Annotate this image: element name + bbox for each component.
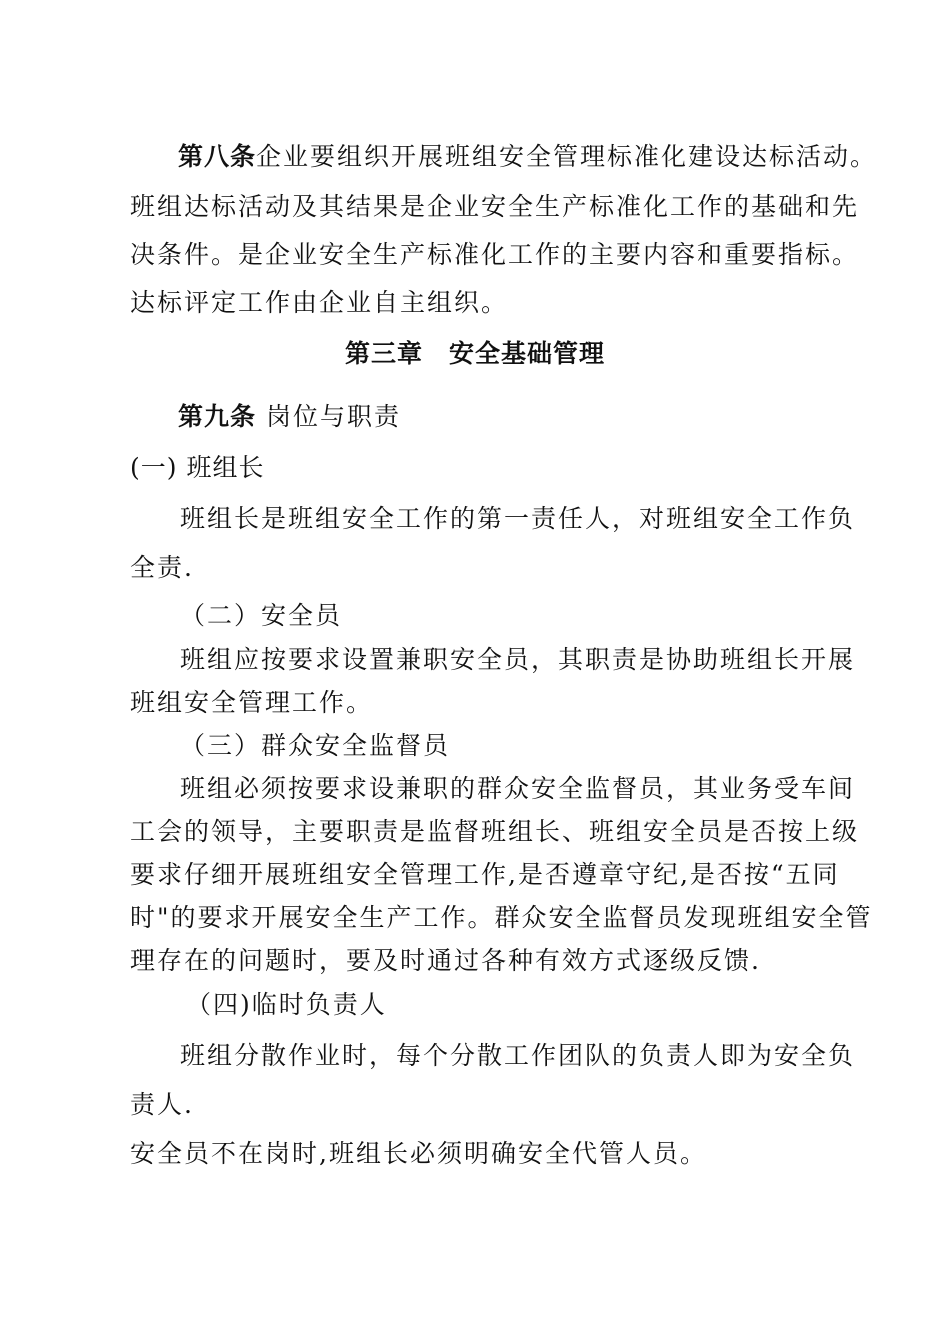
item3-text-5: 理存在的问题时，要及时通过各种有效方式逐级反馈. — [130, 946, 761, 975]
article8-text-4: 达标评定工作由企业自主组织。 — [130, 288, 509, 317]
item4-text-3: 安全员不在岗时,班组长必须明确安全代管人员。 — [130, 1139, 707, 1168]
article8-text-2: 班组达标活动及其结果是企业安全生产标准化工作的基础和先 — [130, 192, 860, 221]
article9-title: 岗位与职责 — [256, 402, 401, 431]
item2-heading: （二）安全员 — [180, 601, 343, 630]
article8-first-line — [178, 142, 877, 172]
article9-heading — [178, 402, 401, 432]
article8-text-3: 决条件。是企业安全生产标准化工作的主要内容和重要指标。 — [130, 240, 860, 269]
chapter-heading: 第三章 安全基础管理 — [344, 339, 605, 368]
item3-heading: （三）群众安全监督员 — [180, 731, 451, 760]
item2-text-2: 班组安全管理工作。 — [130, 688, 374, 717]
item1-text-1: 班组长是班组安全工作的第一责任人，对班组安全工作负 — [180, 504, 856, 533]
item4-heading: （四)临时负责人 — [186, 990, 387, 1019]
item1-heading: (一) 班组长 — [130, 453, 265, 482]
item3-text-4: 时"的要求开展安全生产工作。群众安全监督员发现班组安全管 — [130, 903, 873, 932]
item2-text-1: 班组应按要求设置兼职安全员，其职责是协助班组长开展 — [180, 645, 856, 674]
article9-label: 第九条 — [178, 402, 257, 431]
item3-text-3: 要求仔细开展班组安全管理工作,是否遵章守纪,是否按“五同 — [130, 860, 840, 889]
article8-text-1: 企业要组织开展班组安全管理标准化建设达标活动。 — [256, 142, 878, 171]
item3-text-1: 班组必须按要求设兼职的群众安全监督员，其业务受车间 — [180, 774, 856, 803]
article8-label: 第八条 — [178, 142, 257, 171]
item4-text-2: 责人. — [130, 1090, 194, 1119]
item1-text-2: 全责. — [130, 553, 194, 582]
item3-text-2: 工会的领导，主要职责是监督班组长、班组安全员是否按上级 — [130, 817, 860, 846]
item4-text-1: 班组分散作业时，每个分散工作团队的负责人即为安全负 — [180, 1041, 856, 1070]
